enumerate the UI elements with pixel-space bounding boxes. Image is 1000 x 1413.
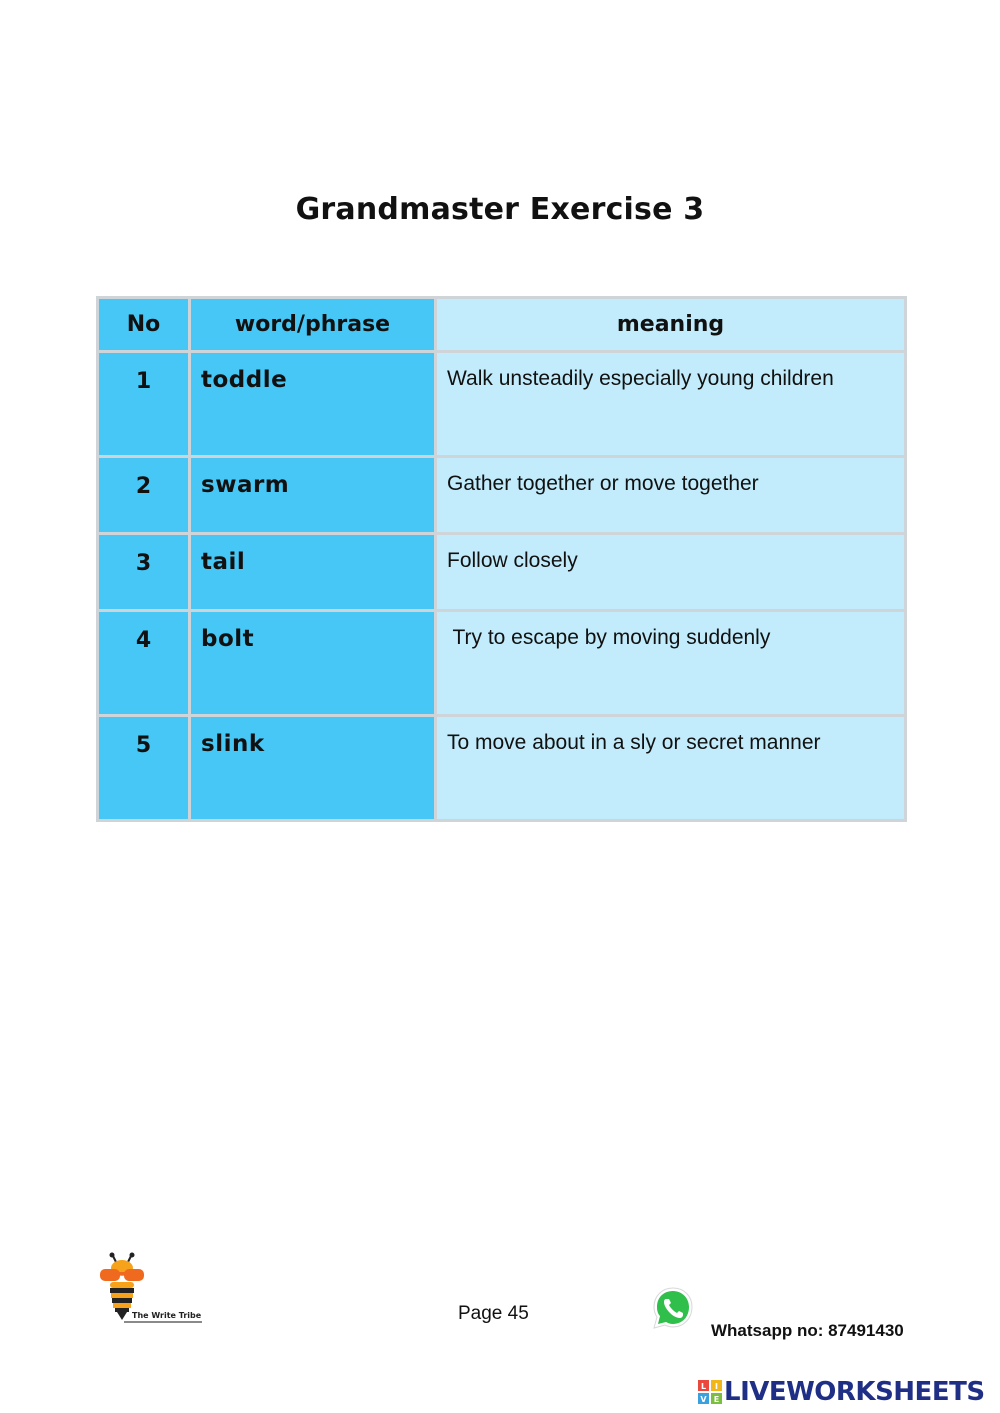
svg-text:L: L xyxy=(700,1382,707,1391)
table-row xyxy=(98,457,906,534)
row-meaning: Follow closely xyxy=(436,534,906,611)
table-row xyxy=(98,534,906,611)
svg-text:E: E xyxy=(713,1395,720,1404)
row-word: toddle xyxy=(190,352,436,457)
table-row xyxy=(98,611,906,716)
vocabulary-table xyxy=(96,296,907,822)
logo-text: The Write Tribe xyxy=(132,1311,202,1320)
row-word: bolt xyxy=(190,611,436,716)
header-no: No xyxy=(98,298,190,352)
row-number: 2 xyxy=(98,457,190,534)
svg-text:V: V xyxy=(700,1395,707,1404)
header-word: word/phrase xyxy=(190,298,436,352)
row-number: 4 xyxy=(98,611,190,716)
whatsapp-number: Whatsapp no: 87491430 xyxy=(711,1321,904,1340)
row-number: 5 xyxy=(98,716,190,821)
row-meaning: Gather together or move together xyxy=(436,457,906,534)
row-meaning: Try to escape by moving suddenly xyxy=(436,611,906,716)
svg-text:I: I xyxy=(715,1382,718,1391)
row-number: 1 xyxy=(98,352,190,457)
table-row xyxy=(98,352,906,457)
whatsapp-icon xyxy=(650,1285,696,1331)
row-meaning: To move about in a sly or secret manner xyxy=(436,716,906,821)
row-number: 3 xyxy=(98,534,190,611)
table-header-row xyxy=(98,298,906,352)
page-number: Page 45 xyxy=(458,1303,529,1324)
liveworksheets-wordmark: LIVEWORKSHEETS xyxy=(724,1377,985,1407)
page-title: Grandmaster Exercise 3 xyxy=(295,192,705,227)
liveworksheets-badge-icon xyxy=(698,1380,722,1404)
row-meaning: Walk unsteadily especially young children xyxy=(436,352,906,457)
header-meaning: meaning xyxy=(436,298,906,352)
row-word: swarm xyxy=(190,457,436,534)
table-row xyxy=(98,716,906,821)
row-word: tail xyxy=(190,534,436,611)
row-word: slink xyxy=(190,716,436,821)
write-tribe-logo xyxy=(98,1252,208,1328)
liveworksheets-brand xyxy=(698,1374,985,1410)
